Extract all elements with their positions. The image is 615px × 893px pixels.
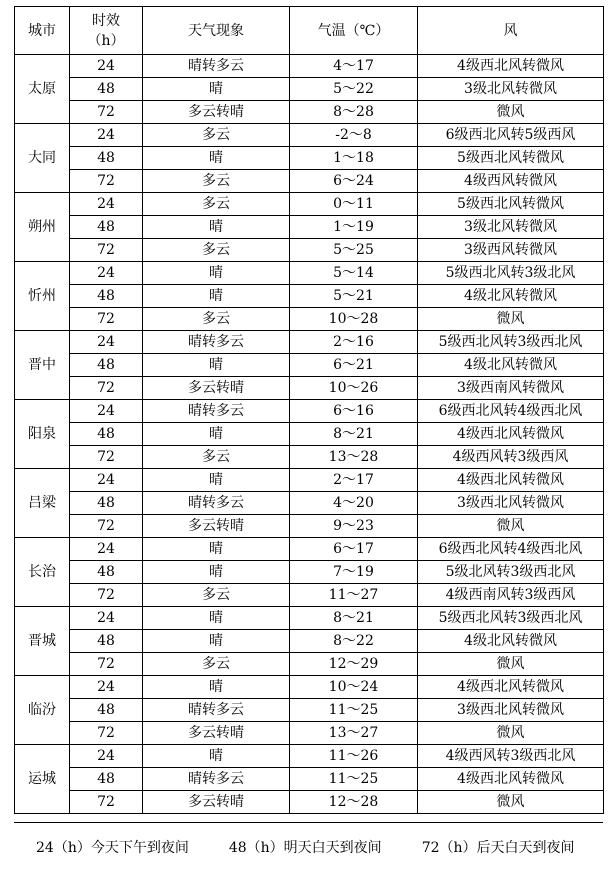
temperature-cell: 10～24 [290, 676, 418, 699]
temperature-cell: 8～28 [290, 101, 418, 124]
wind-cell: 4级西风转微风 [418, 170, 604, 193]
temperature-cell: 2～16 [290, 331, 418, 354]
table-row [15, 561, 604, 584]
period-cell: 72 [70, 101, 143, 124]
city-name: 晋中 [15, 331, 70, 400]
temperature-cell: 12～28 [290, 791, 418, 814]
table-row [15, 124, 604, 147]
table-row [15, 745, 604, 768]
wind-cell: 5级西北风转微风 [418, 147, 604, 170]
period-cell: 48 [70, 78, 143, 101]
period-cell: 72 [70, 722, 143, 745]
temperature-cell: 4～20 [290, 492, 418, 515]
weather-cell: 晴 [143, 285, 290, 308]
period-cell: 72 [70, 239, 143, 262]
header-temp: 气温（℃） [290, 7, 418, 55]
temperature-cell: 11～25 [290, 768, 418, 791]
wind-cell: 5级北风转3级西北风 [418, 561, 604, 584]
table-row [15, 584, 604, 607]
period-cell: 48 [70, 147, 143, 170]
forecast-table [14, 6, 604, 814]
period-cell: 48 [70, 285, 143, 308]
weather-cell: 晴 [143, 78, 290, 101]
period-cell: 24 [70, 538, 143, 561]
period-cell: 72 [70, 584, 143, 607]
header-period-label: 时效 [92, 12, 120, 29]
table-row [15, 262, 604, 285]
table-row [15, 55, 604, 78]
table-row [15, 676, 604, 699]
header-city: 城市 [15, 7, 70, 55]
wind-cell: 4级西北风转微风 [418, 676, 604, 699]
wind-cell: 5级西北风转3级西北风 [418, 331, 604, 354]
weather-cell: 晴转多云 [143, 768, 290, 791]
weather-cell: 晴 [143, 538, 290, 561]
weather-cell: 多云 [143, 170, 290, 193]
wind-cell: 微风 [418, 791, 604, 814]
period-cell: 24 [70, 400, 143, 423]
footnote-box [14, 822, 603, 889]
city-name: 朔州 [15, 193, 70, 262]
weather-cell: 多云 [143, 239, 290, 262]
table-row [15, 607, 604, 630]
table-row [15, 515, 604, 538]
weather-cell: 晴 [143, 630, 290, 653]
table-row [15, 446, 604, 469]
table-row [15, 469, 604, 492]
weather-cell: 多云转晴 [143, 791, 290, 814]
period-cell: 48 [70, 699, 143, 722]
period-cell: 72 [70, 515, 143, 538]
weather-cell: 多云 [143, 446, 290, 469]
wind-cell: 微风 [418, 722, 604, 745]
weather-cell: 晴 [143, 676, 290, 699]
weather-cell: 晴 [143, 147, 290, 170]
temperature-cell: 11～26 [290, 745, 418, 768]
temperature-cell: 5～21 [290, 285, 418, 308]
period-cell: 24 [70, 55, 143, 78]
weather-cell: 晴 [143, 561, 290, 584]
period-cell: 24 [70, 262, 143, 285]
table-row [15, 768, 604, 791]
table-row [15, 722, 604, 745]
temperature-cell: 7～19 [290, 561, 418, 584]
period-cell: 72 [70, 446, 143, 469]
wind-cell: 微风 [418, 515, 604, 538]
temperature-cell: 6～16 [290, 400, 418, 423]
table-row [15, 193, 604, 216]
period-cell: 72 [70, 170, 143, 193]
period-cell: 72 [70, 653, 143, 676]
footnote-72h: 72（h）后天白天到夜间 [421, 840, 575, 856]
period-cell: 24 [70, 607, 143, 630]
weather-cell: 晴转多云 [143, 492, 290, 515]
wind-cell: 4级西北风转微风 [418, 469, 604, 492]
table-row [15, 423, 604, 446]
wind-cell: 5级西北风转3级西北风 [418, 607, 604, 630]
table-row [15, 239, 604, 262]
period-cell: 48 [70, 630, 143, 653]
table-row [15, 791, 604, 814]
table-row [15, 538, 604, 561]
city-name: 晋城 [15, 607, 70, 676]
weather-cell: 晴 [143, 423, 290, 446]
weather-cell: 晴 [143, 354, 290, 377]
temperature-cell: 6～17 [290, 538, 418, 561]
table-row [15, 377, 604, 400]
table-row [15, 331, 604, 354]
weather-cell: 晴 [143, 607, 290, 630]
temperature-cell: 13～28 [290, 446, 418, 469]
wind-cell: 3级西北风转微风 [418, 492, 604, 515]
wind-cell: 3级北风转微风 [418, 216, 604, 239]
period-cell: 24 [70, 469, 143, 492]
footnote-48h: 48（h）明天白天到夜间 [228, 840, 382, 856]
table-row [15, 308, 604, 331]
weather-cell: 晴转多云 [143, 55, 290, 78]
wind-cell: 4级西北风转微风 [418, 768, 604, 791]
temperature-cell: 2～17 [290, 469, 418, 492]
city-name: 太原 [15, 55, 70, 124]
temperature-cell: 10～26 [290, 377, 418, 400]
weather-cell: 晴 [143, 216, 290, 239]
table-row [15, 285, 604, 308]
weather-cell: 晴 [143, 469, 290, 492]
table-row [15, 170, 604, 193]
temperature-cell: 5～22 [290, 78, 418, 101]
temperature-cell: 6～21 [290, 354, 418, 377]
temperature-cell: 5～25 [290, 239, 418, 262]
table-row [15, 630, 604, 653]
period-cell: 72 [70, 308, 143, 331]
temperature-cell: 1～18 [290, 147, 418, 170]
wind-cell: 4级西南风转3级西风 [418, 584, 604, 607]
temperature-cell: 1～19 [290, 216, 418, 239]
table-row [15, 653, 604, 676]
wind-cell: 3级西风转微风 [418, 239, 604, 262]
table-row [15, 492, 604, 515]
period-cell: 24 [70, 193, 143, 216]
table-row [15, 216, 604, 239]
weather-cell: 晴转多云 [143, 699, 290, 722]
weather-cell: 晴 [143, 262, 290, 285]
weather-cell: 多云 [143, 584, 290, 607]
period-cell: 48 [70, 768, 143, 791]
header-period-unit: （h） [87, 32, 125, 49]
temperature-cell: 8～22 [290, 630, 418, 653]
period-cell: 24 [70, 331, 143, 354]
wind-cell: 4级西北风转微风 [418, 423, 604, 446]
period-cell: 48 [70, 423, 143, 446]
wind-cell: 4级北风转微风 [418, 285, 604, 308]
temperature-cell: 6～24 [290, 170, 418, 193]
footnote-24h: 24（h）今天下午到夜间 [36, 840, 189, 856]
weather-cell: 多云 [143, 308, 290, 331]
period-cell: 48 [70, 492, 143, 515]
forecast-body [15, 55, 604, 814]
table-row [15, 400, 604, 423]
weather-cell: 多云转晴 [143, 377, 290, 400]
wind-cell: 微风 [418, 308, 604, 331]
wind-cell: 4级西北风转微风 [418, 55, 604, 78]
city-name: 运城 [15, 745, 70, 814]
header-wind: 风 [418, 7, 604, 55]
wind-cell: 3级西北风转微风 [418, 699, 604, 722]
period-cell: 24 [70, 124, 143, 147]
period-cell: 48 [70, 354, 143, 377]
wind-cell: 6级西北风转5级西风 [418, 124, 604, 147]
temperature-cell: 8～21 [290, 423, 418, 446]
period-cell: 72 [70, 791, 143, 814]
period-cell: 48 [70, 216, 143, 239]
weather-cell: 晴 [143, 745, 290, 768]
wind-cell: 6级西北风转4级西北风 [418, 538, 604, 561]
wind-cell: 微风 [418, 101, 604, 124]
period-cell: 24 [70, 676, 143, 699]
city-name: 大同 [15, 124, 70, 193]
temperature-cell: 5～14 [290, 262, 418, 285]
wind-cell: 3级西南风转微风 [418, 377, 604, 400]
weather-cell: 多云 [143, 193, 290, 216]
wind-cell: 5级西北风转微风 [418, 193, 604, 216]
header-weather: 天气现象 [143, 7, 290, 55]
weather-cell: 晴转多云 [143, 331, 290, 354]
temperature-cell: 0～11 [290, 193, 418, 216]
weather-cell: 多云 [143, 124, 290, 147]
wind-cell: 4级北风转微风 [418, 630, 604, 653]
table-row [15, 147, 604, 170]
table-row [15, 699, 604, 722]
temperature-cell: 9～23 [290, 515, 418, 538]
temperature-cell: 10～28 [290, 308, 418, 331]
temperature-cell: 12～29 [290, 653, 418, 676]
temperature-cell: -2～8 [290, 124, 418, 147]
temperature-cell: 8～21 [290, 607, 418, 630]
table-row [15, 354, 604, 377]
temperature-cell: 11～25 [290, 699, 418, 722]
table-row [15, 101, 604, 124]
city-name: 长治 [15, 538, 70, 607]
header-row [15, 7, 604, 55]
table-row [15, 78, 604, 101]
weather-cell: 多云转晴 [143, 101, 290, 124]
wind-cell: 4级西风转3级西北风 [418, 745, 604, 768]
weather-cell: 多云转晴 [143, 722, 290, 745]
city-name: 阳泉 [15, 400, 70, 469]
period-cell: 48 [70, 561, 143, 584]
city-name: 吕梁 [15, 469, 70, 538]
temperature-cell: 11～27 [290, 584, 418, 607]
wind-cell: 微风 [418, 653, 604, 676]
temperature-cell: 4～17 [290, 55, 418, 78]
footnote-line [36, 837, 575, 857]
period-cell: 24 [70, 745, 143, 768]
weather-cell: 晴转多云 [143, 400, 290, 423]
temperature-cell: 13～27 [290, 722, 418, 745]
weather-cell: 多云转晴 [143, 515, 290, 538]
wind-cell: 6级西北风转4级西北风 [418, 400, 604, 423]
weather-cell: 多云 [143, 653, 290, 676]
city-name: 临汾 [15, 676, 70, 745]
wind-cell: 5级西北风转3级北风 [418, 262, 604, 285]
city-name: 忻州 [15, 262, 70, 331]
wind-cell: 4级北风转微风 [418, 354, 604, 377]
wind-cell: 4级西风转3级西风 [418, 446, 604, 469]
header-period [70, 7, 143, 55]
period-cell: 72 [70, 377, 143, 400]
wind-cell: 3级北风转微风 [418, 78, 604, 101]
